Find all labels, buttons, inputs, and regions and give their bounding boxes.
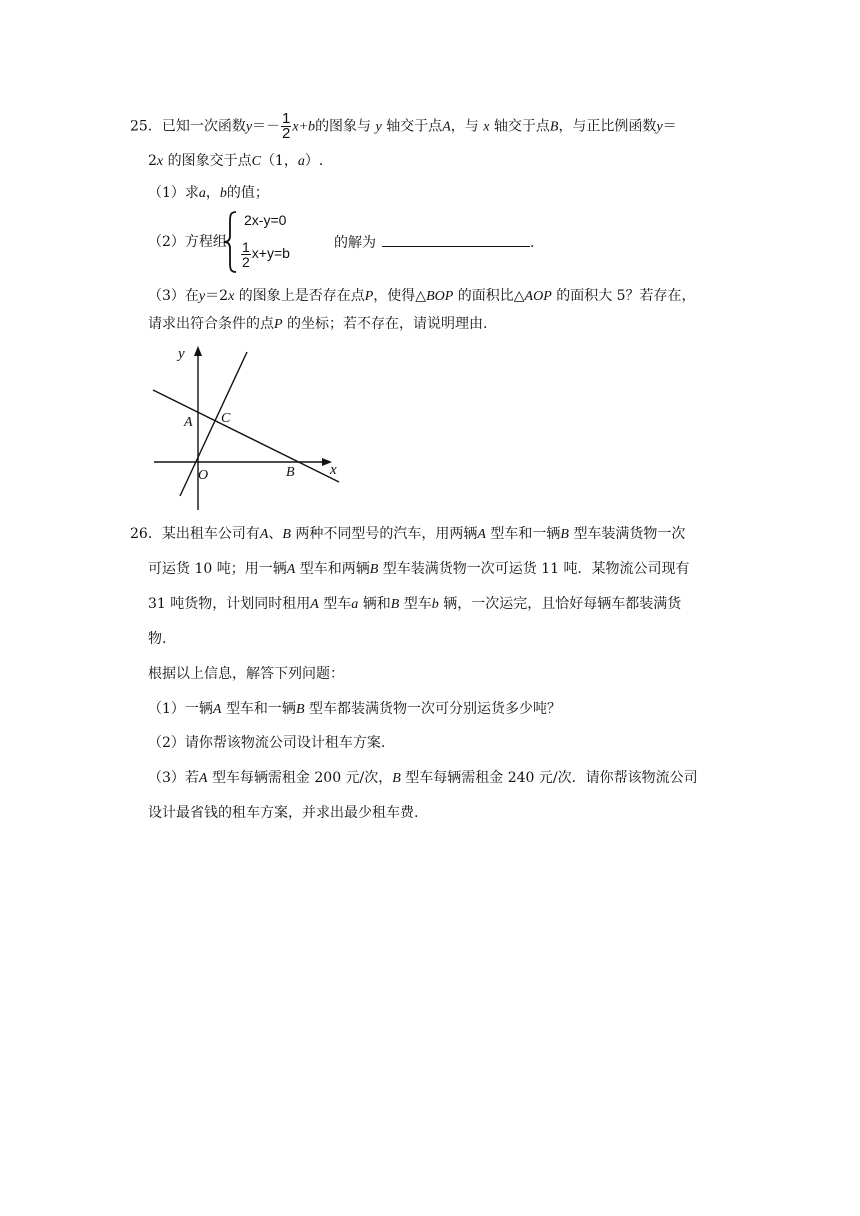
- q25-text: 的解为: [334, 235, 376, 251]
- q26-part-1: [148, 699, 561, 720]
- q25-text: 轴交于点: [493, 118, 550, 135]
- q25-text: .: [530, 235, 535, 251]
- var-b: b: [219, 186, 227, 201]
- car-type-a: A: [198, 771, 208, 786]
- q25-text: 的图象上是否存在点: [238, 288, 365, 304]
- label-c: C: [221, 411, 231, 426]
- q26-text: 型车: [323, 596, 352, 612]
- fraction-numerator: 1: [242, 239, 250, 255]
- fraction-half: [281, 112, 291, 141]
- car-type-a: A: [212, 702, 222, 717]
- q25-line-1: [130, 112, 677, 141]
- q26-text: 物.: [148, 631, 167, 647]
- system-equation-2-rest: x+y=b: [251, 245, 290, 262]
- q26-line-3: [148, 594, 681, 615]
- triangle-aop: AOP: [524, 289, 552, 304]
- q25-text: （2）方程组: [148, 234, 227, 250]
- q26-text: 26．某出租车公司有: [130, 526, 260, 542]
- label-b: B: [286, 465, 295, 480]
- car-type-a: A: [286, 562, 296, 577]
- q25-part-3-line-2: [148, 314, 487, 335]
- var-a: a: [351, 597, 359, 612]
- q26-line-2: [148, 559, 689, 580]
- fraction-denominator: 2: [242, 254, 250, 270]
- q25-text: 的图象交于点: [167, 153, 252, 169]
- line-ab: [153, 390, 339, 482]
- q26-part-3-line-2: [148, 803, 418, 823]
- q26-text: （2）请你帮该物流公司设计租车方案.: [148, 735, 386, 751]
- car-type-a: A: [477, 527, 486, 542]
- label-y: y: [178, 346, 185, 362]
- q26-text: 辆，一次运完，且恰好每辆车都装满货: [443, 596, 682, 612]
- car-type-a: A: [259, 527, 269, 542]
- var-y: y: [375, 119, 382, 135]
- q25-part-2-label: [148, 232, 227, 252]
- q26-text: 型车和一辆: [490, 526, 561, 542]
- point-p: P: [364, 289, 374, 304]
- car-type-b: B: [369, 562, 379, 577]
- q25-text: 轴交于点: [386, 118, 443, 135]
- q26-text: （3）若: [148, 770, 199, 786]
- q26-line-4: [148, 629, 166, 649]
- q25-part-3: [148, 286, 696, 307]
- answer-blank[interactable]: [382, 232, 530, 247]
- q25-text: ＝2: [205, 288, 229, 304]
- var-x: x: [228, 289, 235, 304]
- equation-system: [222, 210, 342, 274]
- q25-line-2: [148, 151, 323, 172]
- q25-text: （3）在: [148, 288, 199, 304]
- var-a: a: [297, 154, 305, 169]
- q25-text: ，与正比例函数: [558, 118, 657, 135]
- q26-text: 型车装满货物一次可运货 11 吨．某物流公司现有: [382, 561, 690, 577]
- q25-text: 的面积比△: [457, 288, 525, 304]
- q25-text: ，与: [450, 118, 479, 135]
- point-b: B: [549, 119, 559, 135]
- fraction-numerator: 1: [282, 110, 291, 127]
- q26-text: （1）一辆: [148, 701, 213, 717]
- point-p: P: [274, 317, 283, 332]
- q25-text: ，使得△: [373, 288, 427, 304]
- q26-text: 根据以上信息，解答下列问题：: [148, 666, 344, 682]
- system-equation-2: [240, 240, 290, 269]
- car-type-b: B: [390, 597, 400, 612]
- q25-text: ）.: [304, 153, 324, 169]
- q25-text: （1）求: [148, 185, 199, 201]
- label-x: x: [330, 462, 337, 478]
- car-type-b: B: [282, 527, 291, 542]
- q25-text: 的值；: [226, 185, 269, 201]
- q26-text: 型车装满货物一次: [573, 526, 686, 542]
- car-type-b: B: [295, 702, 305, 717]
- var-y: y: [198, 289, 206, 304]
- car-type-a: A: [310, 597, 319, 612]
- label-a: A: [184, 415, 193, 430]
- var-x: x: [483, 119, 490, 135]
- q26-text: 、: [268, 526, 283, 542]
- point-a: A: [442, 119, 451, 135]
- q25-text: （1，: [260, 153, 298, 169]
- q26-text: 31 吨货物，计划同时租用: [148, 596, 311, 612]
- q26-text: 设计最省钱的租车方案，并求出最少租车费.: [148, 805, 419, 821]
- var-a: a: [198, 186, 206, 201]
- var-y: y: [245, 119, 253, 135]
- car-type-b: B: [392, 771, 401, 786]
- q26-text: 可运货 10 吨；用一辆: [148, 561, 287, 577]
- q26-text: 型车每辆需租金 200 元/次，: [211, 770, 393, 786]
- fraction-denominator: 2: [282, 125, 291, 142]
- coordinate-graph: [148, 342, 348, 512]
- q26-text: 型车都装满货物一次可分别运货多少吨？: [308, 701, 561, 717]
- q26-part-2: [148, 733, 385, 753]
- q25-text: 的面积大 5？若存在，: [556, 288, 696, 304]
- q26-part-3: [148, 768, 698, 789]
- expr-x-plus-b: x+b: [292, 119, 316, 135]
- q25-text: 请求出符合条件的点: [148, 316, 274, 332]
- q26-text: 型车: [403, 596, 432, 612]
- q26-text: 型车和一辆: [225, 701, 296, 717]
- y-axis-arrow-icon: [194, 346, 202, 356]
- var-y: y: [656, 119, 663, 135]
- system-equation-1: 2x-y=0: [244, 212, 287, 228]
- q25-text: ，: [205, 185, 220, 201]
- car-type-b: B: [560, 527, 569, 542]
- point-c: C: [251, 154, 261, 169]
- left-brace-icon: [222, 210, 240, 274]
- q25-part-1: [148, 183, 269, 204]
- q26-text: 辆和: [362, 596, 391, 612]
- var-b: b: [431, 597, 439, 612]
- q26-text: 两种不同型号的汽车，用两辆: [295, 526, 478, 542]
- var-x: x: [156, 154, 164, 169]
- q25-text: ＝－: [252, 118, 281, 135]
- q26-line-1: [130, 524, 685, 545]
- q26-text: 型车和两辆: [299, 561, 370, 577]
- q25-text: 2: [148, 153, 157, 169]
- q25-text: 的图象与: [315, 118, 372, 135]
- q25-text: ＝: [662, 118, 677, 135]
- q26-line-5: [148, 664, 344, 684]
- label-o: O: [198, 468, 209, 483]
- triangle-bop: BOP: [426, 289, 454, 304]
- q25-part-2-tail: [334, 232, 534, 253]
- q25-text: 的坐标；若不存在，请说明理由.: [287, 316, 488, 332]
- q26-text: 型车每辆需租金 240 元/次．请你帮该物流公司: [405, 770, 698, 786]
- q25-text: 25．已知一次函数: [130, 118, 246, 135]
